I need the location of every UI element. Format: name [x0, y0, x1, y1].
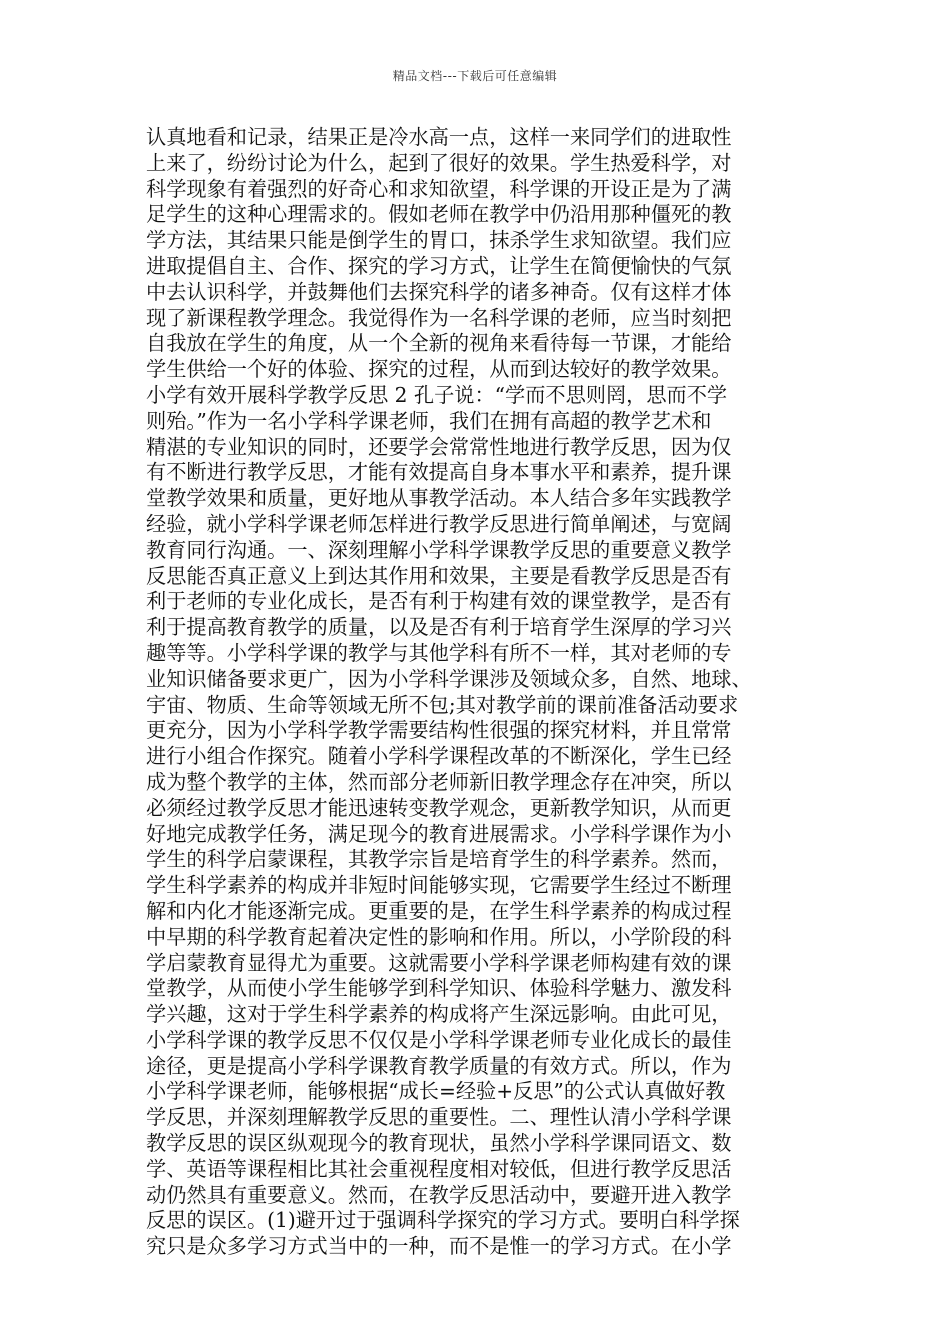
text-line: 堂教学，从而使小学生能够学到科学知识、体验科学魅力、激发科 [146, 976, 732, 1001]
text-line: 利于提高教育教学的质量，以及是否有利于培育学生深厚的学习兴 [146, 615, 732, 640]
text-line: 更充分，因为小学科学教学需要结构性很强的探究材料，并且常常 [146, 718, 732, 743]
text-line: 学生科学素养的构成并非短时间能够实现，它需要学生经过不断理 [146, 873, 732, 898]
text-line: 认真地看和记录，结果正是冷水高一点，这样一来同学们的进取性 [146, 125, 732, 149]
text-line: 学生供给一个好的体验、探究的过程，从而到达较好的教学效果。 [146, 357, 732, 382]
text-line: 成为整个教学的主体，然而部分老师新旧教学理念存在冲突，所以 [146, 769, 732, 794]
text-line: 有不断进行教学反思，才能有效提高自身本事水平和素养，提升课 [146, 460, 732, 485]
text-line: 途径，更是提高小学科学课教育教学质量的有效方式。所以，作为 [146, 1053, 732, 1078]
text-line: 学兴趣，这对于学生科学素养的构成将产生深远影响。由此可见， [146, 1002, 732, 1027]
text-line: 现了新课程教学理念。我觉得作为一名科学课的老师，应当时刻把 [146, 305, 732, 330]
text-line: 小学科学课的教学反思不仅仅是小学科学课老师专业化成长的最佳 [146, 1027, 732, 1052]
text-line: 趣等等。小学科学课的教学与其他学科有所不一样，其对老师的专 [146, 640, 732, 665]
text-line: 上来了，纷纷讨论为什么，起到了很好的效果。学生热爱科学，对 [146, 150, 732, 175]
text-line: 小学有效开展科学教学反思 2 孔子说：“学而不思则罔，思而不学 [146, 382, 728, 407]
text-line: 进行小组合作探究。随着小学科学课程改革的不断深化，学生已经 [146, 744, 732, 769]
text-line: 宇宙、物质、生命等领域无所不包;其对教学前的课前准备活动要求 [146, 692, 739, 717]
text-line: 中早期的科学教育起着决定性的影响和作用。所以，小学阶段的科 [146, 924, 732, 949]
text-line: 学、英语等课程相比其社会重视程度相对较低，但进行教学反思活 [146, 1156, 732, 1181]
text-line: 进取提倡自主、合作、探究的学习方式，让学生在简便愉快的气氛 [146, 253, 732, 278]
text-line: 自我放在学生的角度，从一个全新的视角来看待每一节课，才能给 [146, 331, 732, 356]
text-line: 好地完成教学任务，满足现今的教育进展需求。小学科学课作为小 [146, 821, 732, 846]
text-line: 学反思，并深刻理解教学反思的重要性。二、理性认清小学科学课 [146, 1105, 732, 1130]
text-line: 学方法，其结果只能是倒学生的胃口，抹杀学生求知欲望。我们应 [146, 228, 732, 253]
text-line: 小学科学课老师，能够根据“成长=经验+反思”的公式认真做好教 [146, 1079, 726, 1104]
body-text [146, 125, 826, 1260]
text-line: 反思能否真正意义上到达其作用和效果，主要是看教学反思是否有 [146, 563, 732, 588]
text-line: 学启蒙教育显得尤为重要。这就需要小学科学课老师构建有效的课 [146, 950, 732, 975]
text-line: 解和内化才能逐渐完成。更重要的是，在学生科学素养的构成过程 [146, 898, 732, 923]
text-line: 教学反思的误区纵观现今的教育现状，虽然小学科学课同语文、数 [146, 1131, 732, 1156]
text-line: 中去认识科学，并鼓舞他们去探究科学的诸多神奇。仅有这样才体 [146, 279, 732, 304]
text-line: 必须经过教学反思才能迅速转变教学观念，更新教学知识，从而更 [146, 795, 732, 820]
text-line: 堂教学效果和质量，更好地从事教学活动。本人结合多年实践教学 [146, 486, 732, 511]
text-line: 业知识储备要求更广，因为小学科学课涉及领域众多，自然、地球、 [146, 666, 752, 691]
text-line: 究只是众多学习方式当中的一种，而不是惟一的学习方式。在小学 [146, 1234, 732, 1259]
page-header: 精品文档---下载后可任意编辑 [392, 69, 558, 83]
text-line: 反思的误区。(1)避开过于强调科学探究的学习方式。要明白科学探 [146, 1208, 740, 1233]
text-line: 则殆。”作为一名小学科学课老师，我们在拥有高超的教学艺术和 [146, 408, 712, 433]
text-line: 学生的科学启蒙课程，其教学宗旨是培育学生的科学素养。然而， [146, 847, 732, 872]
text-line: 教育同行沟通。一、深刻理解小学科学课教学反思的重要意义教学 [146, 537, 732, 562]
text-line: 经验，就小学科学课老师怎样进行教学反思进行简单阐述，与宽阔 [146, 511, 732, 536]
text-line: 精湛的专业知识的同时，还要学会常常性地进行教学反思，因为仅 [146, 434, 732, 459]
text-line: 动仍然具有重要意义。然而，在教学反思活动中，要避开进入教学 [146, 1182, 732, 1207]
text-line: 足学生的这种心理需求的。假如老师在教学中仍沿用那种僵死的教 [146, 202, 732, 227]
text-line: 利于老师的专业化成长，是否有利于构建有效的课堂教学，是否有 [146, 589, 732, 614]
text-line: 科学现象有着强烈的好奇心和求知欲望，科学课的开设正是为了满 [146, 176, 732, 201]
